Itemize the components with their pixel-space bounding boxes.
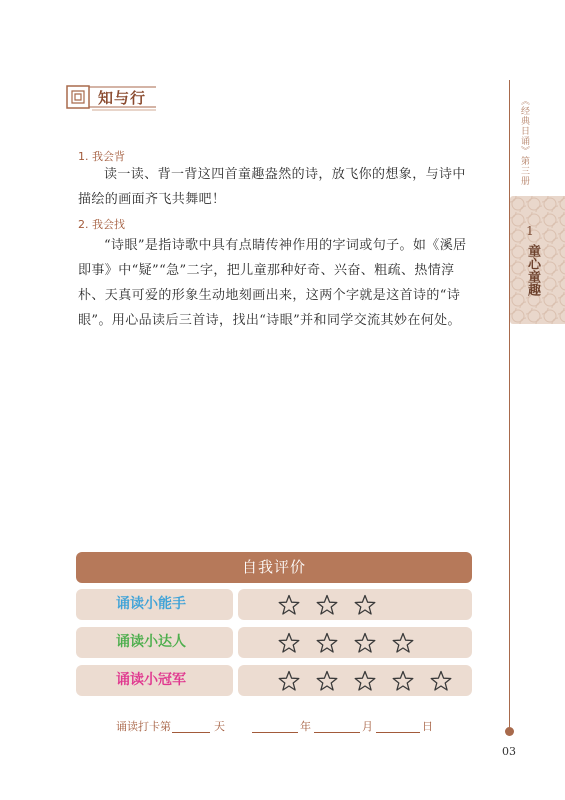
eval-stars-row-3: [238, 665, 472, 696]
star-icon[interactable]: [430, 670, 452, 692]
star-icon[interactable]: [392, 670, 414, 692]
chapter-title: 童心童趣: [525, 244, 540, 296]
section-header: [64, 80, 158, 114]
star-icon[interactable]: [278, 594, 300, 616]
star-icon[interactable]: [316, 594, 338, 616]
star-icon[interactable]: [354, 670, 376, 692]
section-label-recite: 1. 我会背: [78, 150, 125, 163]
checkin-month: 月: [362, 720, 373, 733]
side-rail-line: [509, 80, 510, 732]
page-number: 03: [502, 745, 516, 758]
section-text-recite: 读一读、背一背这四首童趣盎然的诗，放飞你的想象，与诗中描绘的画面齐飞共舞吧！: [78, 167, 466, 207]
checkin-day-unit: 天: [214, 720, 225, 733]
eval-stars-row-2: [238, 627, 472, 658]
star-icon[interactable]: [354, 632, 376, 654]
checkin-month-blank[interactable]: [314, 732, 360, 733]
checkin-day-blank[interactable]: [172, 732, 210, 733]
checkin-prefix: 诵读打卡第: [116, 720, 171, 733]
star-icon[interactable]: [316, 670, 338, 692]
eval-label-row-3: 诵读小冠军: [76, 665, 233, 696]
chapter-number: 1: [526, 224, 534, 238]
eval-label-row-1: 诵读小能手: [76, 589, 233, 620]
star-icon[interactable]: [316, 632, 338, 654]
header-title: 知与行: [98, 89, 147, 107]
checkin-date: 日: [422, 720, 433, 733]
chapter-tab: [510, 196, 565, 324]
series-title: 《经典日诵》第三册: [519, 96, 529, 186]
side-rail-dot: [505, 727, 514, 736]
section-text-find: “诗眼”是指诗歌中具有点睛传神作用的字词或句子。如《溪居即事》中“疑”“急”二字，把儿童那种好奇、兴奋、粗疏、热情淳朴、天真可爱的形象生动地刻画出来，这两个字就是这首诗的“诗眼”。用心品读后三首诗，找出“诗眼”并和同学交流其妙在何处。: [78, 238, 467, 328]
checkin-year: 年: [300, 720, 311, 733]
star-icon[interactable]: [354, 594, 376, 616]
section-label-find: 2. 我会找: [78, 218, 125, 231]
star-icon[interactable]: [278, 670, 300, 692]
star-icon[interactable]: [392, 632, 414, 654]
eval-stars-row-1: [238, 589, 472, 620]
checkin-year-blank[interactable]: [252, 732, 298, 733]
eval-label-row-2: 诵读小达人: [76, 627, 233, 658]
star-icon[interactable]: [278, 632, 300, 654]
evaluation-header: 自我评价: [76, 552, 472, 583]
checkin-date-blank[interactable]: [376, 732, 420, 733]
